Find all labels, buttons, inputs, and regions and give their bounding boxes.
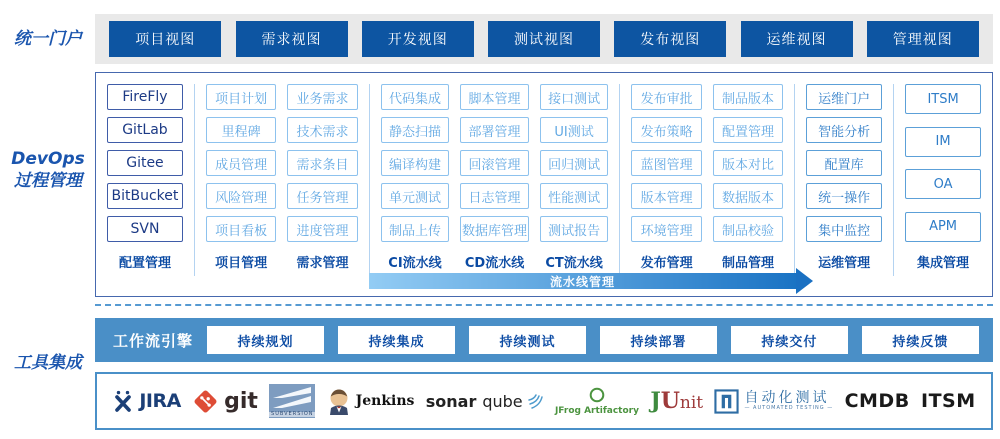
column-requirement-mgmt [287, 84, 357, 276]
jenkins-butler-icon [327, 387, 351, 415]
column-label: CI流水线 [388, 256, 442, 271]
column-label: 需求管理 [296, 256, 349, 271]
junit-logo [650, 388, 703, 414]
jenkins-logo [327, 387, 415, 415]
column-integration-mgmt [905, 84, 981, 276]
module-box: 运维门户 [806, 84, 882, 110]
column-config-mgmt [107, 84, 183, 276]
subversion-logo [269, 384, 315, 418]
module-box: 静态扫描 [381, 117, 450, 143]
workflow-stage: 持续规划 [207, 326, 324, 354]
workflow-stage: 持续反馈 [862, 326, 979, 354]
module-box: 部署管理 [460, 117, 529, 143]
section-divider [893, 84, 894, 276]
module-box: Gitee [107, 150, 183, 176]
automated-testing-logo [714, 389, 833, 414]
column-ct-pipeline [540, 84, 609, 276]
itsm-logo-text: ITSM [921, 390, 976, 412]
module-box: 配置库 [806, 150, 882, 176]
sonar-waves-icon [528, 394, 544, 409]
module-box: 风险管理 [206, 183, 276, 209]
module-box: 配置管理 [713, 117, 783, 143]
cmdb-logo-text: CMDB [844, 390, 910, 412]
jira-icon [112, 390, 134, 412]
pipeline-arrow-label: 流水线管理 [549, 274, 615, 289]
module-box: 回滚管理 [460, 150, 529, 176]
jira-logo-text: JIRA [139, 390, 181, 412]
devops-process-panel [95, 72, 993, 297]
workflow-stage: 持续部署 [600, 326, 717, 354]
module-box: 编译构建 [381, 150, 450, 176]
git-logo [192, 388, 258, 415]
module-box: 版本管理 [631, 183, 701, 209]
column-label: 运维管理 [818, 256, 871, 271]
dashed-separator [95, 304, 993, 306]
module-box: 业务需求 [287, 84, 357, 110]
column-artifact-mgmt [713, 84, 783, 276]
column-boxes [381, 84, 450, 242]
devops-side-label-line1: DevOps [11, 149, 85, 169]
module-box: 数据版本 [713, 183, 783, 209]
column-boxes [631, 84, 701, 242]
sonarqube-logo-text-bold: sonar [425, 391, 477, 411]
column-boxes [206, 84, 276, 242]
pipeline-arrow [369, 273, 796, 289]
column-cd-pipeline [460, 84, 529, 276]
subversion-icon [269, 384, 315, 418]
module-box: 项目看板 [206, 216, 276, 242]
jfrog-artifactory-logo [555, 387, 639, 416]
column-boxes [287, 84, 357, 242]
jfrog-logo-text: JFrog Artifactory [554, 405, 639, 416]
module-box: 脚本管理 [460, 84, 529, 110]
junit-logo-j: J [650, 388, 661, 414]
portal-view-band [95, 14, 993, 64]
junit-logo-u: U [660, 388, 680, 414]
module-box: 进度管理 [287, 216, 357, 242]
devops-side-label-line2: 过程管理 [14, 171, 82, 192]
workflow-engine-bar [95, 318, 993, 362]
column-label: CD流水线 [464, 256, 525, 271]
module-box: BitBucket [107, 183, 183, 209]
sonarqube-logo [426, 392, 544, 411]
column-boxes [540, 84, 609, 242]
portal-side-label: 统一门户 [14, 29, 82, 49]
devops-grid [96, 73, 992, 276]
module-box: OA [905, 169, 981, 199]
workflow-stage: 持续集成 [338, 326, 455, 354]
automated-testing-cn-text: 自动化测试 [744, 389, 830, 406]
module-box: SVN [107, 216, 183, 242]
column-label: 制品管理 [722, 256, 775, 271]
sonarqube-logo-text-light: qube [482, 391, 523, 411]
column-boxes [713, 84, 783, 242]
section-divider [619, 84, 620, 276]
automated-testing-en-caption: — AUTOMATED TESTING — [744, 404, 834, 411]
section-integration [905, 84, 981, 276]
portal-view-button: 发布视图 [614, 21, 726, 57]
module-box: FireFly [107, 84, 183, 110]
module-box: 版本对比 [713, 150, 783, 176]
module-box: 日志管理 [460, 183, 529, 209]
column-label: 发布管理 [640, 256, 693, 271]
module-box: 集中监控 [806, 216, 882, 242]
module-box: 技术需求 [287, 117, 357, 143]
module-box: ITSM [905, 84, 981, 114]
column-boxes [460, 84, 529, 242]
jira-logo [112, 390, 180, 412]
column-boxes [107, 84, 183, 242]
column-ops-mgmt [806, 84, 882, 276]
workflow-stages [193, 326, 993, 354]
module-box: 接口测试 [540, 84, 609, 110]
column-release-mgmt [631, 84, 701, 276]
module-box: 制品上传 [381, 216, 450, 242]
workflow-stage: 持续测试 [469, 326, 586, 354]
module-box: 数据库管理 [460, 216, 529, 242]
column-label: 项目管理 [215, 256, 268, 271]
jfrog-circle-icon [587, 387, 607, 405]
module-box: 测试报告 [540, 216, 609, 242]
section-divider [194, 84, 195, 276]
portal-view-button: 管理视图 [867, 21, 979, 57]
section-release [631, 84, 783, 276]
automated-testing-texts [744, 391, 833, 412]
workflow-engine-label: 工作流引擎 [113, 331, 194, 350]
section-config [107, 84, 183, 276]
module-box: GitLab [107, 117, 183, 143]
column-ci-pipeline [381, 84, 450, 276]
section-divider [369, 84, 370, 276]
section-pipelines [381, 84, 609, 276]
portal-view-button: 开发视图 [362, 21, 474, 57]
module-box: 里程碑 [206, 117, 276, 143]
junit-logo-nit: nit [679, 393, 704, 413]
column-label: 配置管理 [118, 256, 171, 271]
module-box: APM [905, 212, 981, 242]
module-box: 任务管理 [287, 183, 357, 209]
section-divider [794, 84, 795, 276]
tools-side-label: 工具集成 [14, 353, 82, 373]
module-box: 统一操作 [806, 183, 882, 209]
portal-view-button: 项目视图 [109, 21, 221, 57]
section-plan [206, 84, 358, 276]
column-project-mgmt [206, 84, 276, 276]
column-boxes [806, 84, 882, 242]
section-ops [806, 84, 882, 276]
module-box: 代码集成 [381, 84, 450, 110]
column-label: 集成管理 [917, 256, 970, 271]
cmdb-logo [845, 390, 910, 412]
devops-side-label [4, 148, 92, 192]
module-box: 单元测试 [381, 183, 450, 209]
git-logo-text: git [224, 388, 258, 414]
module-box: 制品版本 [713, 84, 783, 110]
column-boxes [905, 84, 981, 242]
module-box: 智能分析 [806, 117, 882, 143]
module-box: 项目计划 [206, 84, 276, 110]
module-box: UI测试 [540, 117, 609, 143]
column-label: CT流水线 [545, 256, 603, 271]
module-box: 环境管理 [631, 216, 701, 242]
automated-testing-icon [714, 389, 739, 414]
module-box: 需求条目 [287, 150, 357, 176]
module-box: 成员管理 [206, 150, 276, 176]
module-box: 蓝图管理 [631, 150, 701, 176]
git-icon [192, 388, 219, 415]
workflow-stage: 持续交付 [731, 326, 848, 354]
module-box: 发布审批 [631, 84, 701, 110]
module-box: 回归测试 [540, 150, 609, 176]
itsm-logo [921, 390, 976, 412]
module-box: 制品校验 [713, 216, 783, 242]
module-box: 发布策略 [631, 117, 701, 143]
portal-view-button: 运维视图 [741, 21, 853, 57]
jenkins-logo-text: Jenkins [355, 393, 415, 409]
portal-view-button: 测试视图 [488, 21, 600, 57]
module-box: 性能测试 [540, 183, 609, 209]
tool-logos-panel [95, 372, 993, 430]
portal-view-button: 需求视图 [236, 21, 348, 57]
subversion-caption: SUBVERSION [271, 411, 314, 417]
module-box: IM [905, 127, 981, 157]
